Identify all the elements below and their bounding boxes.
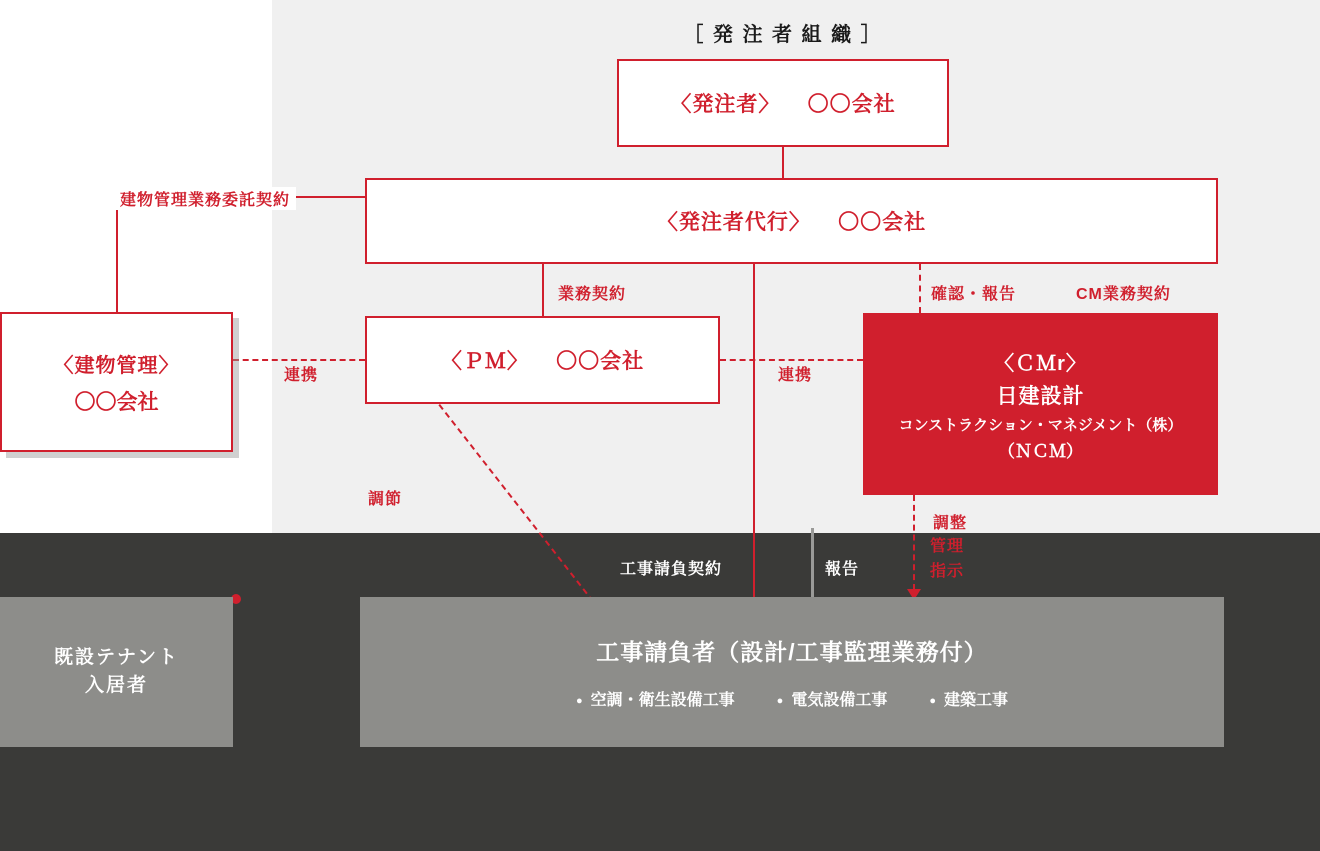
box-cmr-company: 日建設計	[996, 384, 1085, 408]
box-existing-tenant-line1: 既設テナント	[53, 646, 180, 668]
box-contractor[interactable]	[360, 597, 1224, 747]
box-owner-agent-role: 〈発注者代行〉	[656, 211, 811, 234]
box-owner-agent-company: 〇〇会社	[838, 211, 927, 234]
line-bm-contract-vertical	[116, 196, 118, 312]
line-agent-to-pm	[542, 264, 544, 316]
box-building-management[interactable]	[0, 312, 233, 452]
contractor-item-electrical: ● 電気設備工事	[777, 687, 888, 710]
box-building-management-company: 〇〇会社	[74, 390, 159, 414]
label-renkei-left: 連携	[278, 362, 324, 385]
label-bm-contract: 建物管理業務委託契約	[114, 187, 296, 210]
label-gyomu-contract: 業務契約	[552, 281, 632, 304]
left-white-background	[0, 0, 272, 533]
box-pm[interactable]	[365, 316, 720, 404]
contractor-item-architectural: ● 建築工事	[929, 687, 1008, 710]
box-existing-tenant-line2: 入居者	[84, 675, 148, 696]
line-agent-to-contractor	[753, 264, 755, 597]
box-owner[interactable]	[617, 59, 949, 147]
line-bm-to-pm	[233, 359, 365, 361]
box-contractor-title: 工事請負者（設計/工事監理業務付）	[596, 639, 988, 665]
label-renkei-right: 連携	[772, 362, 818, 385]
box-pm-role: 〈ＰＭ〉	[440, 350, 529, 373]
box-building-management-role: 〈建物管理〉	[53, 354, 180, 377]
label-cm-contract: CM業務契約	[1070, 281, 1177, 304]
line-cmr-to-contractor	[913, 495, 915, 590]
label-confirm-report: 確認・報告	[925, 281, 1022, 304]
label-kanri: 管理	[930, 538, 965, 555]
box-cmr[interactable]	[863, 313, 1218, 495]
box-owner-company: 〇〇会社	[807, 93, 896, 116]
line-agent-to-cmr	[919, 264, 921, 313]
box-existing-tenant[interactable]	[0, 597, 233, 747]
line-gray-contractor	[811, 528, 814, 597]
label-koji-keiyaku: 工事請負契約	[620, 561, 723, 578]
box-pm-company: 〇〇会社	[556, 350, 645, 373]
label-chosetsu: 調節	[362, 486, 408, 509]
box-owner-agent[interactable]	[365, 178, 1218, 264]
label-chousei: 調整	[927, 510, 973, 533]
box-owner-role: 〈発注者〉	[670, 93, 781, 116]
label-hokoku: 報告	[825, 561, 860, 578]
box-cmr-company-sub: コンストラクション・マネジメント（株）	[898, 416, 1183, 434]
page-title: ［ 発 注 者 組 織 ］	[683, 24, 883, 46]
contractor-item-hvac: ● 空調・衛生設備工事	[576, 687, 735, 710]
label-shiji: 指示	[930, 563, 965, 580]
line-pm-to-cmr	[720, 359, 863, 361]
box-cmr-abbreviation: （ＮＣＭ）	[998, 441, 1083, 461]
line-owner-to-agent	[782, 147, 784, 178]
box-cmr-role: 〈ＣＭr〉	[994, 352, 1087, 375]
